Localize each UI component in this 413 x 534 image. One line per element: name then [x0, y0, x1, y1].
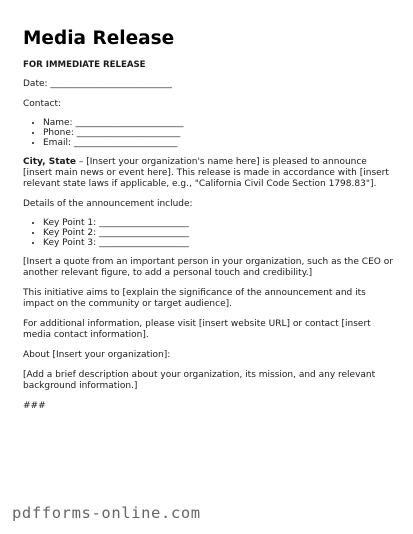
- contact-label: Contact:: [23, 99, 62, 109]
- city-state: City, State: [23, 157, 76, 167]
- about-heading: About [Insert your organization]:: [23, 350, 171, 360]
- intro-text: – [Insert your organization's name here] is pleased to announce [insert main news or event here]. This release is made in accordance with [insert relevant state laws if applicable, e.g., "California Civil Code Section 1798.83"].: [23, 157, 389, 189]
- quote-paragraph: [Insert a quote from an important person in your organization, such as the CEO or another relevant figure, to add a personal touch and credibility.]: [23, 257, 393, 278]
- intro-paragraph: [23, 157, 393, 190]
- key-point-3: • Key Point 3: ____________________: [43, 238, 393, 248]
- info-paragraph: For additional information, please visit [insert website URL] or contact [insert media contact information].: [23, 319, 371, 340]
- release-subtitle: FOR IMMEDIATE RELEASE: [23, 60, 146, 70]
- contact-email: • Email: _______________________: [43, 138, 393, 148]
- key-points-list: [23, 218, 393, 248]
- contact-phone: • Phone: _______________________: [43, 128, 393, 138]
- site-watermark: pdfforms-online.com: [12, 504, 201, 522]
- contact-list: [23, 118, 393, 148]
- aim-paragraph: This initiative aims to [explain the significance of the announcement and its impact on the community or target audience].: [23, 288, 366, 309]
- document-body: [23, 28, 393, 412]
- document-title: Media Release: [23, 28, 175, 49]
- description-paragraph: [Add a brief description about your organization, its mission, and any relevant background information.]: [23, 370, 376, 391]
- date-line: Date: ___________________________: [23, 79, 172, 89]
- key-point-1: • Key Point 1: ____________________: [43, 218, 393, 228]
- contact-name: • Name: ________________________: [43, 118, 393, 128]
- end-mark: ###: [23, 401, 46, 411]
- key-point-2: • Key Point 2: ____________________: [43, 228, 393, 238]
- details-label: Details of the announcement include:: [23, 199, 193, 209]
